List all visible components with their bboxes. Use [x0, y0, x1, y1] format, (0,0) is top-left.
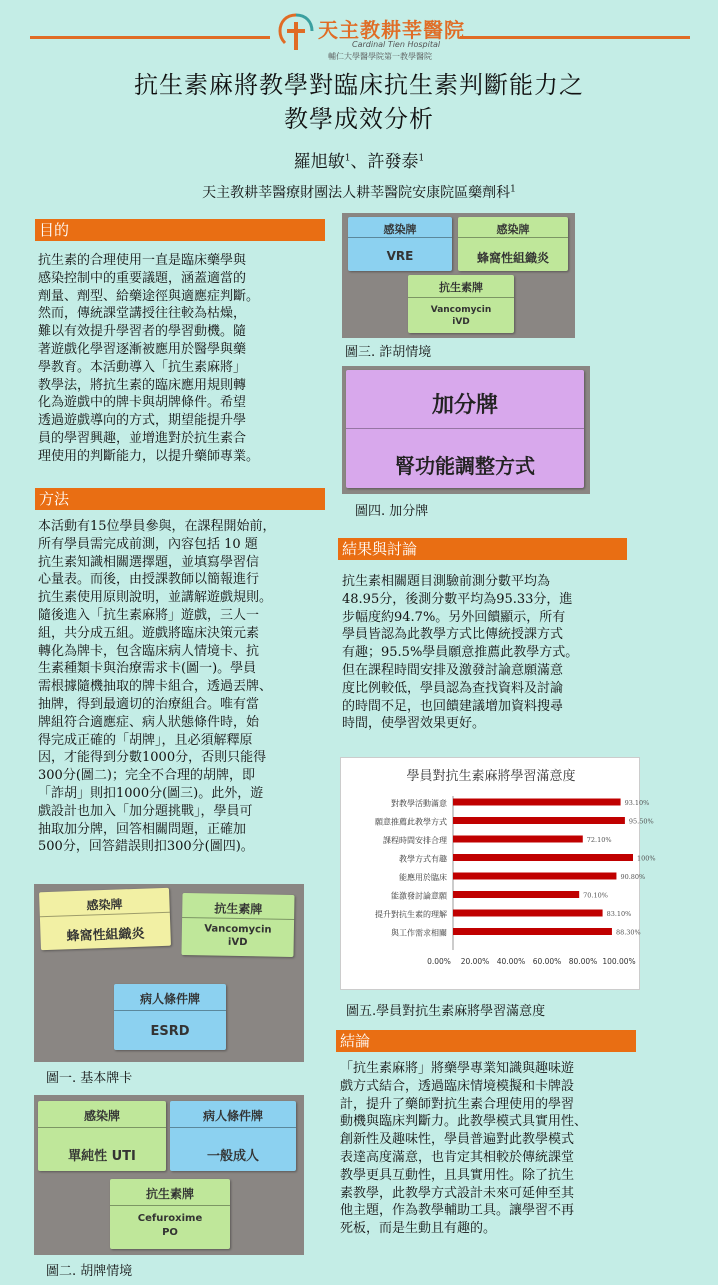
text-line: 「抗生素麻將」將藥學專業知識與趣味遊	[340, 1061, 575, 1076]
figure1-caption: 圖一. 基本牌卡	[46, 1071, 133, 1086]
hospital-logo-icon	[276, 12, 316, 52]
figure3-caption: 圖三. 詐胡情境	[345, 345, 432, 360]
chart-x-tick-label: 100.00%	[602, 957, 636, 966]
header-left-rule	[30, 36, 270, 39]
text-line: 因，才能得到分數1000分，否則只能得	[38, 750, 267, 766]
card-value: 一般成人	[206, 1149, 259, 1164]
antibiotic-card	[110, 1179, 230, 1249]
hospital-english-name: Cardinal Tien Hospital	[352, 40, 441, 49]
text-line: 表達高度滿意，也肯定其相較於傳統課堂	[340, 1149, 575, 1165]
chart-category-label: 能應用於臨床	[399, 873, 447, 882]
infection-card-cellulitis	[458, 217, 568, 271]
chart-x-tick-label: 60.00%	[532, 957, 562, 966]
text-line: 抗生素知識相關選擇題，並填寫學習信	[38, 554, 260, 570]
text-line: 然而，傳統課堂講授往往較為枯燥，	[38, 306, 247, 322]
card-value: Vancomycin	[430, 305, 492, 315]
chart-bar	[453, 836, 583, 843]
hospital-subtitle: 輔仁大學醫學院第一教學醫院	[328, 52, 432, 61]
chart-x-tick-label: 20.00%	[460, 957, 490, 966]
card-title: 抗生素牌	[439, 281, 483, 294]
chart-x-tick-label: 0.00%	[427, 957, 451, 966]
text-line: 隨後進入「抗生素麻將」遊戲，三人一	[38, 607, 260, 623]
bonus-card-title: 加分牌	[431, 393, 498, 418]
card-value: 蜂窩性組織炎	[66, 926, 145, 945]
text-line: 透過遊戲導向的方式，期望能提升學	[38, 413, 247, 429]
text-line: 難以有效提升學習者的學習動機。隨	[38, 324, 247, 340]
figure5-caption: 圖五.學員對抗生素麻將學習滿意度	[346, 1004, 546, 1019]
text-line: 本活動有15位學員參與，在課程開始前，	[38, 519, 276, 534]
infection-card	[39, 888, 171, 951]
chart-category-label: 教學方式有趣	[399, 854, 447, 864]
text-line: 牌組符合適應症、病人狀態條件時，始	[38, 714, 260, 730]
text-line: 戲設計也加入「加分題挑戰」，學員可	[38, 803, 253, 819]
card-title: 病人條件牌	[202, 1109, 263, 1123]
conclusion-text	[340, 1060, 640, 1238]
purpose-heading: 目的	[35, 219, 325, 241]
chart-x-tick-label: 40.00%	[496, 957, 526, 966]
text-line: 學教育。本活動導入「抗生素麻將」	[38, 359, 247, 375]
antibiotic-card	[181, 893, 294, 957]
text-line: 「詐胡」則扣1000分(圖三)。此外，遊	[38, 785, 264, 801]
bonus-card-question: 腎功能調整方式	[395, 454, 535, 478]
text-line: 化為遊戲中的牌卡與胡牌條件。希望	[38, 395, 247, 411]
text-line: 500分，回答錯誤則扣300分(圖四)。	[38, 839, 254, 855]
text-line: 學員皆認為此教學方式比傳統授課方式	[342, 627, 564, 643]
figure2-photo	[34, 1095, 304, 1255]
chart-value-label: 70.10%	[583, 891, 608, 900]
chart-bar	[453, 854, 633, 861]
card-title: 病人條件牌	[139, 992, 200, 1006]
text-line: 教學更具互動性，且具實用性。除了抗生	[340, 1167, 575, 1183]
poster-title-line2: 教學成效分析	[284, 105, 434, 133]
card-title: 感染牌	[383, 223, 417, 236]
header-right-rule	[460, 36, 690, 39]
card-value: 單純性 UTI	[68, 1149, 136, 1164]
text-line: 抽取加分牌，回答相關問題，正確加	[38, 821, 247, 837]
text-line: 感染控制中的重要議題，涵蓋適當的	[38, 270, 247, 286]
chart-category-label: 對教學活動滿意	[391, 799, 447, 808]
text-line: 需根據隨機抽取的牌卡組合，透過丟牌、	[38, 679, 273, 695]
figure1-photo	[34, 884, 304, 1062]
chart-category-label: 課程時間安排合理	[383, 836, 447, 845]
chart-bar	[453, 873, 616, 880]
card-value: VRE	[386, 249, 414, 263]
antibiotic-card	[408, 275, 514, 333]
chart-value-label: 95.50%	[628, 817, 654, 826]
text-line: 生素種類卡與治療需求卡(圖一)。學員	[38, 661, 257, 677]
card-value: ESRD	[150, 1024, 190, 1039]
card-value: Cefuroxime	[137, 1213, 203, 1224]
chart-bar	[453, 891, 579, 898]
text-line: 抗生素使用原則說明，並講解遊戲規則。	[38, 590, 273, 606]
satisfaction-chart-svg	[341, 758, 656, 991]
text-line: 的時間不足，也回饋建議增加資料搜尋	[342, 698, 564, 714]
text-line: 著遊戲化學習逐漸被應用於醫學與藥	[38, 341, 247, 357]
text-line: 組，共分成五組。遊戲將臨床決策元素	[38, 625, 260, 641]
text-line: 劑量、劑型、給藥途徑與適應症判斷。	[38, 288, 260, 304]
satisfaction-chart	[340, 757, 656, 990]
figure2-caption: 圖二. 胡牌情境	[46, 1264, 133, 1279]
text-line: 得完成正確的「胡牌」，且必須解釋原	[38, 732, 253, 748]
text-line: 死板，而是生動且有趣的。	[340, 1221, 497, 1237]
infection-card	[38, 1101, 166, 1171]
text-line: 有趣；95.5%學員願意推薦此教學方式。	[342, 645, 579, 661]
text-line: 他主題，作為教學輔助工具。讓學習不再	[340, 1203, 575, 1219]
text-line: 素教學，此教學方式設計未來可延伸至其	[340, 1185, 575, 1201]
conclusion-heading: 結論	[336, 1030, 636, 1052]
card-value: Vancomycin	[204, 923, 272, 936]
text-line: 創新性及趣味性，學員普遍對此教學模式	[340, 1132, 575, 1148]
text-line: 但在課程時間安排及激發討論意願滿意	[342, 662, 564, 678]
text-line: 轉化為牌卡，包含臨床病人情境卡、抗	[38, 643, 260, 659]
chart-category-label: 願意推薦此教學方式	[375, 817, 447, 827]
text-line: 心量表。而後，由授課教師以簡報進行	[38, 572, 260, 588]
card-title: 抗生素牌	[145, 1187, 194, 1201]
text-line: 度比例較低，學員認為查找資料及討論	[342, 680, 564, 696]
text-line: 抽牌，得到最適切的治療組合。唯有當	[38, 696, 260, 712]
card-title: 抗生素牌	[214, 901, 263, 917]
chart-value-label: 90.80%	[620, 873, 646, 881]
card-value: 蜂窩性組織炎	[476, 251, 549, 265]
card-value-route: iVD	[227, 936, 248, 949]
chart-x-tick-label: 80.00%	[568, 957, 598, 966]
chart-title: 學員對抗生素麻將學習滿意度	[406, 769, 576, 784]
text-line: 理使用的判斷能力，以提升藥師專業。	[38, 448, 260, 464]
text-line: 計，提升了藥師對抗生素合理使用的學習	[340, 1096, 575, 1112]
chart-bar	[453, 799, 621, 806]
bonus-card	[346, 370, 584, 488]
card-title: 感染牌	[83, 1109, 120, 1123]
chart-value-label: 83.10%	[606, 910, 632, 918]
text-line: 抗生素的合理使用一直是臨床藥學與	[38, 253, 247, 268]
purpose-text	[38, 252, 330, 466]
chart-bar	[453, 928, 612, 935]
chart-category-label: 能激發討論意願	[391, 891, 447, 901]
method-text	[38, 518, 330, 856]
infection-card-vre	[348, 217, 452, 271]
text-line: 員的學習興趣，並增進對於抗生素合	[38, 430, 247, 446]
figure4-photo	[342, 366, 590, 494]
card-title: 感染牌	[496, 223, 530, 236]
patient-card	[114, 984, 226, 1050]
card-title: 感染牌	[86, 897, 123, 913]
chart-value-label: 72.10%	[586, 836, 612, 844]
hospital-name: 天主教耕莘醫院	[318, 18, 465, 42]
chart-category-label: 與工作需求相關	[391, 928, 447, 938]
authors: 羅旭敏$^1$、許發泰$^1$	[293, 152, 425, 172]
results-heading: 結果與討論	[338, 538, 627, 560]
card-value-route: iVD	[452, 317, 470, 327]
text-line: 時間，使學習效果更好。	[342, 716, 486, 732]
text-line: 戲方式結合，透過臨床情境模擬和卡牌設	[340, 1078, 575, 1094]
text-line: 300分(圖二)；完全不合理的胡牌，即	[38, 768, 255, 784]
affiliation: 天主教耕莘醫療財團法人耕莘醫院安康院區藥劑科$^1$	[202, 184, 516, 201]
figure4-caption: 圖四. 加分牌	[355, 504, 429, 519]
chart-bar	[453, 910, 603, 917]
figure3-photo	[342, 213, 575, 338]
text-line: 所有學員需完成前測，內容包括 10 題	[38, 536, 258, 552]
chart-value-label: 88.30%	[615, 928, 641, 937]
patient-card	[170, 1101, 296, 1171]
text-line: 抗生素相關題目測驗前測分數平均為	[342, 574, 551, 589]
text-line: 動機與臨床判斷力。此教學模式具實用性、	[340, 1114, 588, 1130]
chart-value-label: 93.10%	[624, 799, 650, 807]
results-text	[342, 573, 622, 733]
text-line: 步幅度約94.7%。另外回饋顯示，所有	[342, 609, 566, 625]
poster-title-line1: 抗生素麻將教學對臨床抗生素判斷能力之	[134, 71, 584, 99]
text-line: 48.95分，後測分數平均為95.33分，進	[342, 591, 573, 607]
chart-category-label: 提升對抗生素的理解	[375, 910, 447, 919]
method-heading: 方法	[35, 488, 325, 510]
text-line: 教學法，將抗生素的臨床應用規則轉	[38, 377, 247, 393]
chart-bar	[453, 817, 625, 824]
chart-value-label: 100%	[637, 854, 656, 863]
card-value-route: PO	[162, 1227, 178, 1238]
